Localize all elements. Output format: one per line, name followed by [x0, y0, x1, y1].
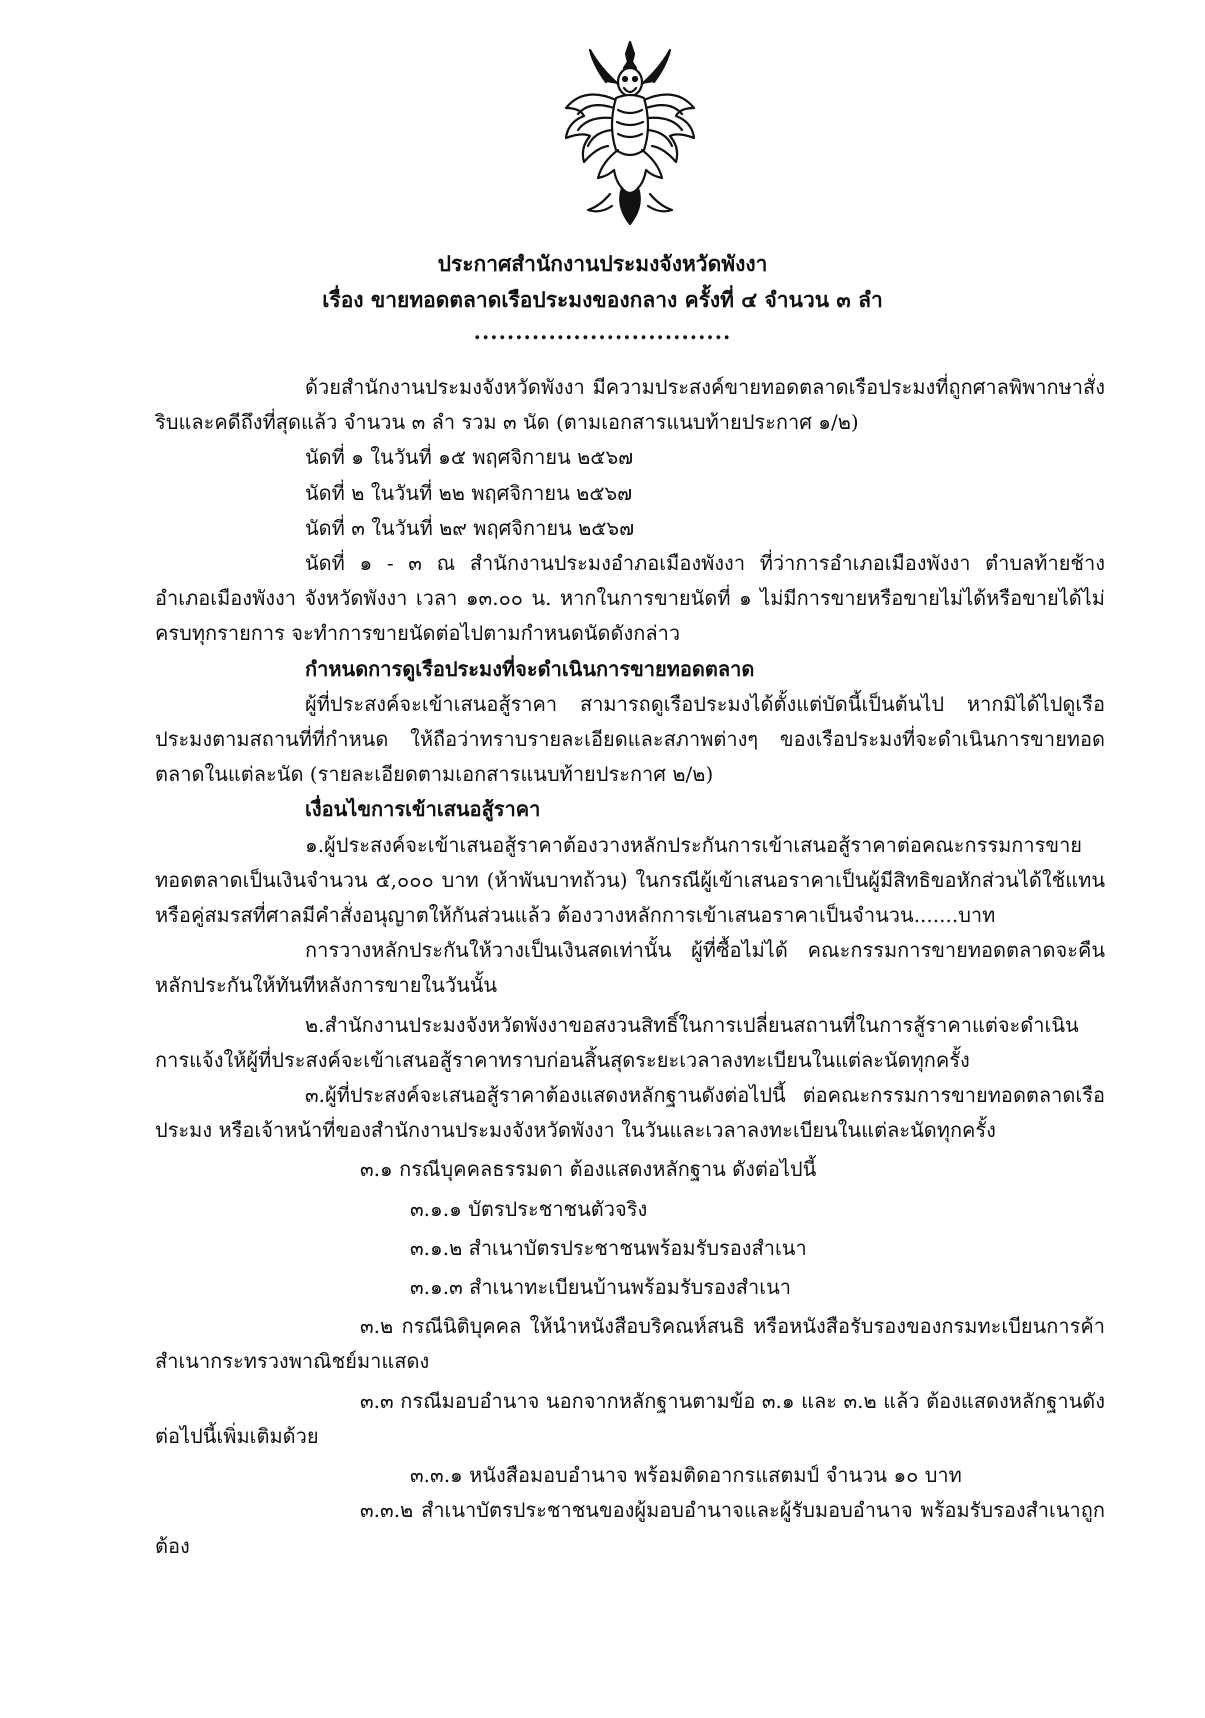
condition-3-1-1: ๓.๑.๑ บัตรประชาชนตัวจริง: [410, 1196, 648, 1221]
intro-paragraph: ด้วยสำนักงานประมงจังหวัดพังงา มีความประสงค์ขายทอดตลาดเรือประมงที่ถูกศาลพิพากษาสั่งริบและคดีถึงที่สุดแล้ว จำนวน ๓ ลำ รวม ๓ นัด (ตามเอกสารแนบท้ายประกาศ ๑/๒): [155, 375, 1105, 435]
condition-3-1-3: ๓.๑.๓ สำเนาทะเบียนบ้านพร้อมรับรองสำเนา: [410, 1275, 791, 1300]
schedule-item-2: นัดที่ ๒ ในวันที่ ๒๒ พฤศจิกายน ๒๕๖๗: [305, 480, 633, 505]
condition-1: ๑.ผู้ประสงค์จะเข้าเสนอสู้ราคาต้องวางหลักประกันการเข้าเสนอสู้ราคาต่อคณะกรรมการขายทอดตลาดเป็นเงินจำนวน ๕,๐๐๐ บาท (ห้าพันบาทถ้วน) ในกรณีผู้เข้าเสนอราคาเป็นผู้มีสิทธิขอหักส่วนได้ใช้แทนหรือคู่สมรสที่ศาลมีคำสั่งอนุญาตให้กันส่วนแล้ว ต้องวางหลักการเข้าเสนอราคาเป็นจำนวน.......บาท: [155, 832, 1105, 928]
announcement-title: ประกาศสำนักงานประมงจังหวัดพังงา: [437, 251, 768, 276]
announcement-header: [0, 246, 1205, 346]
condition-2: ๒.สำนักงานประมงจังหวัดพังงาขอสงวนสิทธิ์ในการเปลี่ยนสถานที่ในการสู้ราคาแต่จะดำเนินการแจ้งให้ผู้ที่ประสงค์จะเข้าเสนอสู้ราคาทราบก่อนสิ้นสุดระยะเวลาลงทะเบียนในแต่ละนัดทุกครั้ง: [155, 1012, 1079, 1072]
schedule-item-1: นัดที่ ๑ ในวันที่ ๑๕ พฤศจิกายน ๒๕๖๗: [305, 445, 634, 470]
inspection-heading: กำหนดการดูเรือประมงที่จะดำเนินการขายทอดตลาด: [305, 656, 755, 681]
garuda-emblem-icon: [560, 38, 700, 228]
condition-3-1: ๓.๑ กรณีบุคคลธรรมดา ต้องแสดงหลักฐาน ดังต่อไปนี้: [360, 1157, 817, 1182]
condition-1-note: การวางหลักประกันให้วางเป็นเงินสดเท่านั้น ผู้ที่ซื้อไม่ได้ คณะกรรมการขายทอดตลาดจะคืนหลักประกันให้ทันทีหลังการขายในวันนั้น: [155, 938, 1105, 998]
location-paragraph: นัดที่ ๑ - ๓ ณ สำนักงานประมงอำภอเมืองพังงา ที่ว่าการอำเภอเมืองพังงา ตำบลท้ายช้าง อำเภอเมืองพังงา จังหวัดพังงา เวลา ๑๓.๐๐ น. หากในการขายนัดที่ ๑ ไม่มีการขายหรือขายไม่ได้หรือขายได้ไม่ครบทุกรายการ จะทำการขายนัดต่อไปตามกำหนดนัดดังกล่าว: [155, 551, 1105, 646]
condition-3-3: ๓.๓ กรณีมอบอำนาจ นอกจากหลักฐานตามข้อ ๓.๑ และ ๓.๒ แล้ว ต้องแสดงหลักฐานดังต่อไปนี้เพิ่มเติมด้วย: [155, 1388, 1105, 1448]
inspection-paragraph: ผู้ที่ประสงค์จะเข้าเสนอสู้ราคา สามารถดูเรือประมงได้ตั้งแต่บัดนี้เป็นต้นไป หากมิได้ไปดูเรือประมงตามสถานที่ที่กำหนด ให้ถือว่าทราบรายละเอียดและสภาพต่างๆ ของเรือประมงที่จะดำเนินการขายทอดตลาดในแต่ละนัด (รายละเอียดตามเอกสารแนบท้ายประกาศ ๒/๒): [155, 691, 1105, 787]
condition-3: ๓.ผู้ที่ประสงค์จะเสนอสู้ราคาต้องแสดงหลักฐานดังต่อไปนี้ ต่อคณะกรรมการขายทอดตลาดเรือประมง หรือเจ้าหน้าที่ของสำนักงานประมงจังหวัดพังงา ในวันและเวลาลงทะเบียนในแต่ละนัดทุกครั้ง: [155, 1083, 1105, 1143]
schedule-item-3: นัดที่ ๓ ในวันที่ ๒๙ พฤศจิกายน ๒๕๖๗: [305, 515, 635, 540]
announcement-body: [155, 370, 1105, 1564]
announcement-subject: เรื่อง ขายทอดตลาดเรือประมงของกลาง ครั้งที่ ๔ จำนวน ๓ ลำ: [322, 287, 883, 312]
conditions-heading: เงื่อนไขการเข้าเสนอสู้ราคา: [305, 797, 541, 822]
condition-3-1-2: ๓.๑.๒ สำเนาบัตรประชาชนพร้อมรับรองสำเนา: [410, 1235, 807, 1260]
header-divider: ...............................: [473, 319, 732, 344]
condition-3-3-1: ๓.๓.๑ หนังสือมอบอำนาจ พร้อมติดอากรแสตมป์ จำนวน ๑๐ บาท: [410, 1463, 962, 1488]
condition-3-3-2: ๓.๓.๒ สำเนาบัตรประชาชนของผู้มอบอำนาจและผู้รับมอบอำนาจ พร้อมรับรองสำเนาถูกต้อง: [155, 1498, 1105, 1558]
condition-3-2: ๓.๒ กรณีนิติบุคคล ให้นำหนังสือบริคณห์สนธิ หรือหนังสือรับรองของกรมทะเบียนการค้าสำเนากระทรวงพาณิชย์มาแสดง: [155, 1314, 1105, 1374]
